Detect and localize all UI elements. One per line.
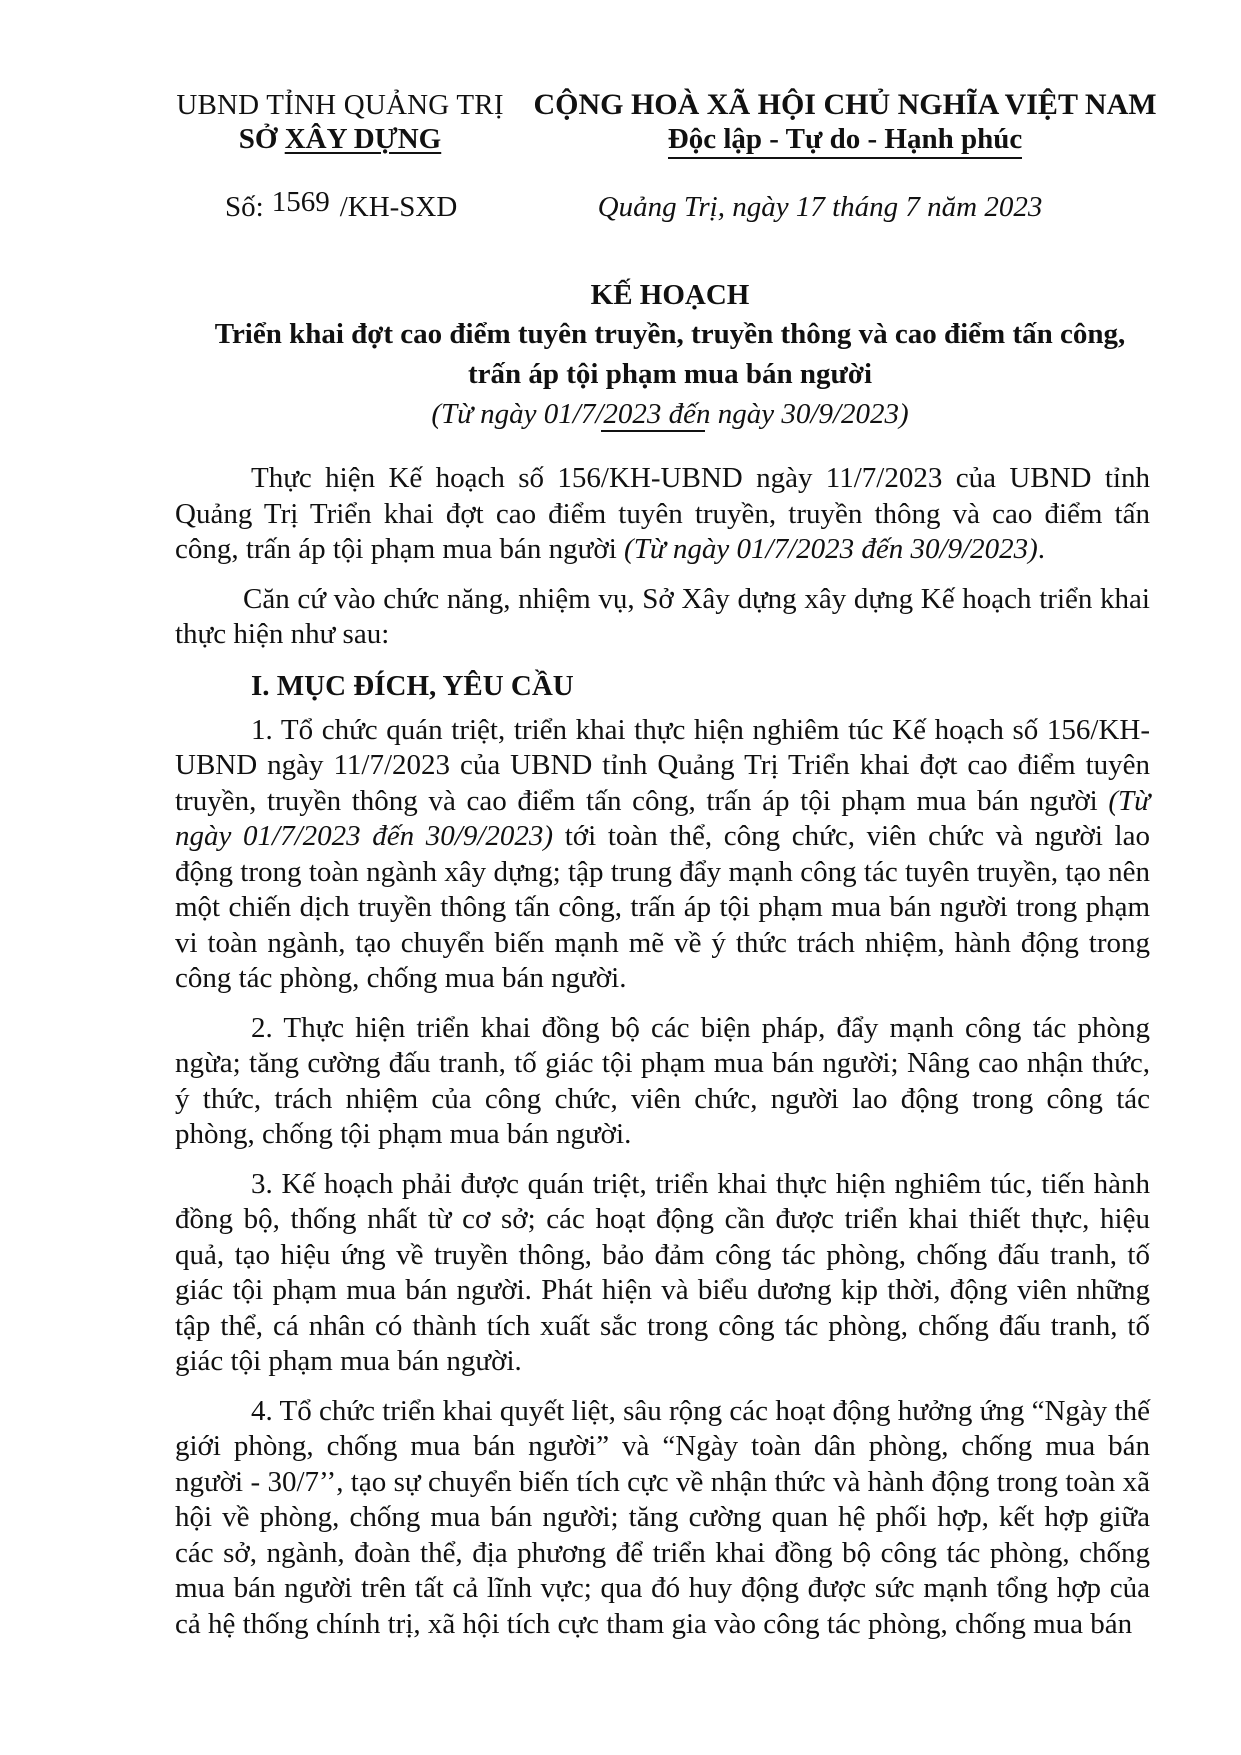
national-motto [525,88,1165,156]
intro-paragraph-1: Thực hiện Kế hoạch số 156/KH-UBND ngày 11/7/2023 của UBND tỉnh Quảng Trị Triển khai đợt cao điểm tuyên truyền, truyền thông và cao điểm tấn công, trấn áp tội phạm mua bán người (Từ ngày 01/7/2023 đến 30/9/2023). [175,462,1150,565]
document-period: (Từ ngày 01/7/2023 đến ngày 30/9/2023) [431,398,909,430]
document-number-value: 1569 [271,186,330,218]
item-paragraph-3: 3. Kế hoạch phải được quán triệt, triển khai thực hiện nghiêm túc, tiến hành đồng bộ, thống nhất từ cơ sở; các hoạt động cần được triển khai thiết thực, hiệu quả, tạo hiệu ứng về truyền thông, bảo đảm công tác phòng, chống đấu tranh, tố giác tội phạm mua bán người. Phát hiện và biểu dương kịp thời, động viên những tập thể, cá nhân có thành tích xuất sắc trong công tác phòng, chống đấu tranh, tố giác tội phạm mua bán người. [175,1167,1150,1377]
document-number: Số: 1569 /KH-SXD [225,186,458,223]
country-name: CỘNG HOÀ XÃ HỘI CHỦ NGHĨA VIỆT NAM [533,88,1157,121]
motto: Độc lập - Tự do - Hạnh phúc [668,122,1023,156]
intro-paragraph-2: Căn cứ vào chức năng, nhiệm vụ, Sở Xây dựng xây dựng Kế hoạch triển khai thực hiện như sau: [175,582,1150,650]
document-title-line-1: Triển khai đợt cao điểm tuyên truyền, truyền thông và cao điểm tấn công, [214,318,1126,350]
item-paragraph-4: 4. Tổ chức triển khai quyết liệt, sâu rộng các hoạt động hưởng ứng “Ngày thế giới phòng, chống mua bán người” và “Ngày toàn dân phòng, chống mua bán người - 30/7’’, tạo sự chuyển biến tích cực về nhận thức và hành động trong toàn xã hội về phòng, chống mua bán người; tăng cường quan hệ phối hợp, kết hợp giữa các sở, ngành, đoàn thể, địa phương để triển khai đồng bộ công tác phòng, chống mua bán người trên tất cả lĩnh vực; qua đó huy động được sức mạnh tổng hợp của cả hệ thống chính trị, xã hội tích cực tham gia vào công tác phòng, chống mua bán [175,1394,1150,1640]
place-and-date: Quảng Trị, ngày 17 tháng 7 năm 2023 [597,191,1043,223]
document-body [175,461,1150,1656]
period-underline [601,430,705,432]
item-paragraph-1: 1. Tổ chức quán triệt, triển khai thực hiện nghiêm túc Kế hoạch số 156/KH-UBND ngày 11/7/2023 của UBND tỉnh Quảng Trị Triển khai đợt cao điểm tuyên truyền, truyền thông và cao điểm tấn công, trấn áp tội phạm mua bán người (Từ ngày 01/7/2023 đến 30/9/2023) tới toàn thể, công chức, viên chức và người lao động trong toàn ngành xây dựng; tập trung đẩy mạnh công tác tuyên truyền, tạo nên một chiến dịch truyền thông tấn công, trấn áp tội phạm mua bán người trong phạm vi toàn ngành, tạo chuyển biến mạnh mẽ về ý thức trách nhiệm, hành động trong công tác phòng, chống mua bán người. [175,713,1150,994]
document-title-line-2: trấn áp tội phạm mua bán người [467,358,873,390]
document-title-block [150,276,1190,434]
department-name: SỞ XÂY DỰNG [238,123,442,155]
motto-underline [668,157,1023,159]
section-heading-1: I. MỤC ĐÍCH, YÊU CẦU [251,669,574,702]
parent-organization: UBND TỈNH QUẢNG TRỊ [176,89,504,121]
item-paragraph-2: 2. Thực hiện triển khai đồng bộ các biện pháp, đẩy mạnh công tác phòng ngừa; tăng cường đấu tranh, tố giác tội phạm mua bán người; Nâng cao nhận thức, ý thức, trách nhiệm của công chức, viên chức, người lao động trong công tác phòng, chống tội phạm mua bán người. [175,1011,1150,1150]
issuing-organization [160,88,520,156]
document-type: KẾ HOẠCH [590,279,750,311]
